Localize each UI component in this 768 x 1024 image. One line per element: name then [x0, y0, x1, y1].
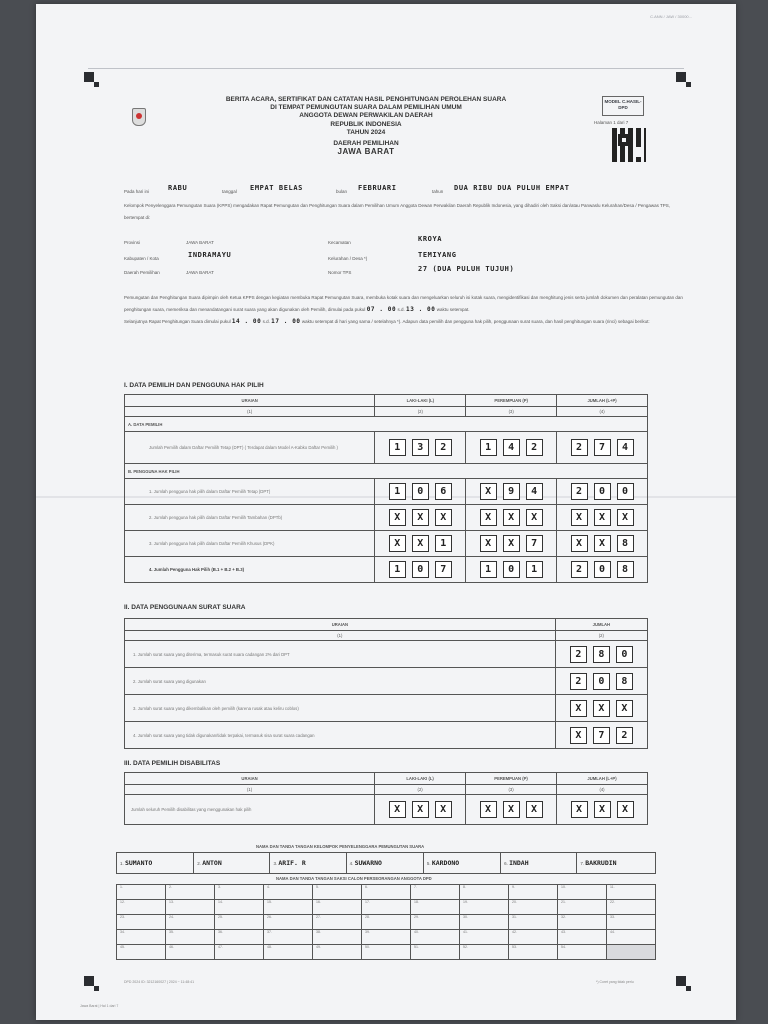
col-number: (1): [125, 631, 556, 641]
provinsi-value: JAWA BARAT: [186, 240, 214, 245]
saksi-signature-cell[interactable]: 51.: [411, 945, 460, 960]
kpps-signature-title: NAMA DAN TANDA TANGAN KELOMPOK PENYELENGGARA PEMUNGUTAN SUARA: [256, 844, 425, 849]
title-line: ANGGOTA DEWAN PERWAKILAN DAERAH: [299, 112, 433, 120]
section-2-table: [124, 618, 648, 749]
saksi-signature-cell[interactable]: 54.: [558, 945, 607, 960]
digit-box[interactable]: 2: [570, 673, 587, 690]
local-time-label: waktu setempat.: [436, 307, 470, 312]
digit-box[interactable]: 8: [616, 673, 633, 690]
digit-box[interactable]: 1: [389, 483, 406, 500]
saksi-signature-cell[interactable]: 26.: [264, 915, 313, 930]
saksi-signature-cell[interactable]: 43.: [558, 930, 607, 945]
digit-box[interactable]: X: [412, 509, 429, 526]
cell-p: [466, 531, 557, 557]
cell-j: [557, 557, 648, 583]
saksi-signature-cell[interactable]: 3.: [215, 885, 264, 900]
digit-box[interactable]: X: [503, 535, 520, 552]
digit-box[interactable]: 0: [594, 483, 611, 500]
signature-cell[interactable]: [346, 853, 423, 874]
saksi-signature-cell[interactable]: [607, 945, 656, 960]
saksi-signature-cell[interactable]: 27.: [313, 915, 362, 930]
saksi-signature-cell[interactable]: 14.: [215, 900, 264, 915]
qr-code: [612, 128, 646, 162]
col-number: (2): [555, 631, 647, 641]
signature-name: KARDONO: [431, 859, 460, 867]
digit-box[interactable]: 8: [593, 646, 610, 663]
digit-box[interactable]: X: [593, 700, 610, 717]
row-label: 3. Jumlah surat suara yang dikembalikan oleh pemilih (karena rusak atau keliru coblos): [125, 695, 556, 722]
cell-p: [466, 557, 557, 583]
digit-box[interactable]: X: [526, 801, 543, 818]
corner-marker-tr: [676, 72, 686, 82]
table-row: [125, 505, 648, 531]
cell-l: [375, 432, 466, 464]
saksi-signature-cell[interactable]: 17.: [362, 900, 411, 915]
col-jumlah: JUMLAH: [555, 619, 647, 631]
title-line: BERITA ACARA, SERTIFIKAT DAN CATATAN HASIL PENGHITUNGAN PEROLEHAN SUARA: [225, 96, 507, 103]
cell-j: [557, 432, 648, 464]
col-uraian: URAIAN: [125, 395, 375, 407]
sd-label: s.d.: [262, 319, 270, 324]
signature-name: ANTON: [202, 859, 222, 867]
page-indicator: Halaman 1 dari 7: [594, 120, 629, 125]
saksi-signature-cell[interactable]: 22.: [607, 900, 656, 915]
saksi-signature-cell[interactable]: 5.: [313, 885, 362, 900]
saksi-signature-cell[interactable]: 45.: [117, 945, 166, 960]
signature-number: 7.: [580, 861, 585, 866]
col-number: (2): [375, 407, 466, 417]
digit-box[interactable]: 1: [480, 561, 497, 578]
digit-box[interactable]: 2: [571, 483, 588, 500]
digit-box[interactable]: X: [435, 801, 452, 818]
section-a-title: A. DATA PEMILIH: [125, 417, 648, 432]
digit-box[interactable]: 0: [616, 646, 633, 663]
saksi-signature-cell[interactable]: 4.: [264, 885, 313, 900]
row-label: 2. Jumlah surat suara yang digunakan: [125, 668, 556, 695]
date-label: tanggal: [222, 189, 237, 194]
cell-p: [466, 505, 557, 531]
saksi-signature-cell[interactable]: 19.: [460, 900, 509, 915]
saksi-signature-cell[interactable]: 13.: [166, 900, 215, 915]
saksi-signature-cell[interactable]: 9.: [509, 885, 558, 900]
section-2-title: II. DATA PENGGUNAAN SURAT SUARA: [124, 604, 246, 611]
table-row: [125, 695, 648, 722]
process-p2: Selanjutnya Rapat Penghitungan Suara dimulai pukul: [124, 319, 231, 324]
signature-cell[interactable]: [270, 853, 346, 874]
cell-l: [375, 505, 466, 531]
digit-box[interactable]: X: [617, 509, 634, 526]
cell-p: [466, 432, 557, 464]
saksi-signature-cell[interactable]: 24.: [166, 915, 215, 930]
digit-box[interactable]: 1: [389, 439, 406, 456]
signature-number: 5.: [426, 861, 431, 866]
cell-l: [375, 557, 466, 583]
signature-cell[interactable]: [423, 853, 500, 874]
digit-box[interactable]: X: [480, 483, 497, 500]
row-label: 3. Jumlah pengguna hak pilih dalam Daftar Pemilih Khusus (DPK): [125, 531, 375, 557]
digit-box[interactable]: 2: [616, 727, 633, 744]
saksi-signature-cell[interactable]: 53.: [509, 945, 558, 960]
digit-box[interactable]: 0: [593, 673, 610, 690]
digit-box[interactable]: X: [389, 801, 406, 818]
signature-name: INDAH: [509, 859, 529, 867]
cell-j: [555, 641, 647, 668]
kecamatan-value: KROYA: [418, 235, 443, 243]
digit-box[interactable]: X: [435, 509, 452, 526]
digit-box[interactable]: 4: [503, 439, 520, 456]
signature-name: SUMANTO: [124, 859, 153, 867]
count-end-time: 17 . 00: [271, 318, 301, 325]
col-number: (4): [557, 407, 648, 417]
digit-box[interactable]: X: [389, 535, 406, 552]
col-number: (4): [557, 785, 648, 795]
signature-cell[interactable]: [117, 853, 194, 874]
tps-value: 27 (DUA PULUH TUJUH): [418, 265, 515, 273]
saksi-signature-cell[interactable]: 37.: [264, 930, 313, 945]
saksi-signature-cell[interactable]: 40.: [411, 930, 460, 945]
col-number: (2): [375, 785, 466, 795]
saksi-signature-cell[interactable]: 10.: [558, 885, 607, 900]
table-row: [125, 531, 648, 557]
daerah-label: Daerah Pemilihan: [124, 270, 160, 275]
digit-box[interactable]: X: [480, 535, 497, 552]
section-1-table: [124, 394, 648, 583]
digit-box[interactable]: 1: [435, 535, 452, 552]
table-row: [125, 479, 648, 505]
col-number: (3): [466, 407, 557, 417]
signature-name: BAKRUDIN: [585, 859, 617, 867]
saksi-signature-cell[interactable]: 35.: [166, 930, 215, 945]
cell-l: [375, 531, 466, 557]
saksi-signature-cell[interactable]: 12.: [117, 900, 166, 915]
cell-j: [555, 695, 647, 722]
digit-box[interactable]: 2: [526, 439, 543, 456]
saksi-signature-cell[interactable]: 8.: [460, 885, 509, 900]
process-text: [124, 292, 684, 328]
document-sheet: [36, 4, 736, 1020]
digit-box[interactable]: 2: [435, 439, 452, 456]
saksi-row: [117, 930, 656, 945]
col-uraian: URAIAN: [125, 773, 375, 785]
digit-box[interactable]: 0: [594, 561, 611, 578]
digit-box[interactable]: 1: [526, 561, 543, 578]
signature-number: 1.: [120, 861, 124, 866]
saksi-signature-cell[interactable]: 31.: [509, 915, 558, 930]
col-laki: LAKI-LAKI (L): [375, 395, 466, 407]
saksi-signature-cell[interactable]: 16.: [313, 900, 362, 915]
sd-label: s.d.: [397, 307, 405, 312]
digit-box[interactable]: 1: [389, 561, 406, 578]
cell-p: [466, 795, 557, 825]
digit-box[interactable]: X: [389, 509, 406, 526]
saksi-signature-table: [116, 884, 656, 960]
start-time: 07 . 00: [366, 306, 397, 313]
row-label: 2. Jumlah pengguna hak pilih dalam Daftar Pemilih Tambahan (DPTb): [125, 505, 375, 531]
kabupaten-value: INDRAMAYU: [188, 251, 232, 259]
col-laki: LAKI-LAKI (L): [375, 773, 466, 785]
saksi-signature-cell[interactable]: 23.: [117, 915, 166, 930]
digit-box[interactable]: 4: [617, 439, 634, 456]
saksi-signature-cell[interactable]: 38.: [313, 930, 362, 945]
saksi-row: [117, 885, 656, 900]
signature-number: 3.: [273, 861, 278, 866]
table-row: [125, 722, 648, 749]
digit-box[interactable]: 7: [526, 535, 543, 552]
year-value: DUA RIBU DUA PULUH EMPAT: [454, 184, 570, 192]
kecamatan-label: Kecamatan: [328, 240, 351, 245]
saksi-signature-cell[interactable]: 28.: [362, 915, 411, 930]
kpu-logo: [132, 108, 146, 126]
section-1-title: I. DATA PEMILIH DAN PENGGUNA HAK PILIH: [124, 382, 264, 389]
title-line: DI TEMPAT PEMUNGUTAN SUARA DALAM PEMILIHAN UMUM: [270, 104, 462, 112]
saksi-signature-cell[interactable]: 11.: [607, 885, 656, 900]
digit-box[interactable]: 2: [570, 646, 587, 663]
process-p1: Pemungutan dan Penghitungan Suara dipimpin oleh Ketua KPPS dengan kegiatan membuka Rapat Pemungutan Suara, membuka kotak suara dan mengeluarkan seluruh isi kotak suara, mengidentifikasi dan menghitung jenis serta jumlah dokumen dan peralatan pemungutan dan penghitungan suara, memeriksa dan menandatangani surat suara yang akan digunakan oleh Pemilih, dimulai pada pukul: [124, 295, 683, 312]
digit-box[interactable]: X: [412, 535, 429, 552]
dpt-label: Jumlah Pemilih dalam Daftar Pemilih Tetap (DPT) ( Terdapat dalam Model A-Kabko Daftar Pemilih ): [125, 432, 375, 464]
saksi-signature-cell[interactable]: 48.: [264, 945, 313, 960]
corner-marker-tl: [84, 72, 94, 82]
signature-number: 4.: [349, 861, 354, 866]
table-row: [125, 557, 648, 583]
signature-cell[interactable]: [194, 853, 270, 874]
digit-box[interactable]: 1: [480, 439, 497, 456]
model-box: MODEL C.HASIL-DPD: [602, 96, 644, 116]
cell-j: [557, 505, 648, 531]
cell-l: [375, 479, 466, 505]
saksi-row: [117, 915, 656, 930]
cell-l: [375, 795, 466, 825]
saksi-signature-cell[interactable]: 44.: [607, 930, 656, 945]
digit-box[interactable]: X: [617, 801, 634, 818]
end-time: 13 . 00: [405, 306, 436, 313]
row-label: 1. Jumlah surat suara yang diterima, termasuk surat suara cadangan 2% dari DPT: [125, 641, 556, 668]
digit-box[interactable]: 2: [571, 561, 588, 578]
digit-box[interactable]: X: [571, 509, 588, 526]
title-line: REPUBLIK INDONESIA: [330, 120, 402, 128]
saksi-signature-cell[interactable]: 46.: [166, 945, 215, 960]
saksi-signature-cell[interactable]: 52.: [460, 945, 509, 960]
col-number: (1): [125, 407, 375, 417]
digit-box[interactable]: 7: [594, 439, 611, 456]
saksi-signature-cell[interactable]: 20.: [509, 900, 558, 915]
signature-number: 6.: [504, 861, 508, 866]
kabupaten-label: Kabupaten / Kota: [124, 256, 159, 261]
saksi-signature-cell[interactable]: 18.: [411, 900, 460, 915]
cell-j: [557, 479, 648, 505]
provinsi-label: Provinsi: [124, 240, 141, 245]
digit-box[interactable]: X: [594, 509, 611, 526]
corner-marker-br: [676, 976, 686, 986]
digit-box[interactable]: X: [570, 727, 587, 744]
region-label: DAERAH PEMILIHAN: [333, 140, 399, 148]
digit-box[interactable]: X: [503, 801, 520, 818]
saksi-signature-cell[interactable]: 25.: [215, 915, 264, 930]
col-perempuan: PEREMPUAN (P): [466, 773, 557, 785]
section-3-title: III. DATA PEMILIH DISABILITAS: [124, 760, 221, 767]
digit-box[interactable]: 0: [617, 483, 634, 500]
saksi-signature-cell[interactable]: 2.: [166, 885, 215, 900]
top-reference: C.ANN / JAW / 30000...: [650, 14, 692, 19]
col-number: (1): [125, 785, 375, 795]
section-b-title: B. PENGGUNA HAK PILIH: [125, 464, 648, 479]
digit-box[interactable]: X: [480, 509, 497, 526]
saksi-signature-cell[interactable]: 6.: [362, 885, 411, 900]
digit-box[interactable]: X: [571, 535, 588, 552]
digit-box[interactable]: 3: [412, 439, 429, 456]
digit-box[interactable]: X: [570, 700, 587, 717]
digit-box[interactable]: X: [526, 509, 543, 526]
intro-text: Kelompok Penyelenggara Pemungutan Suara (KPPS) mengadakan Rapat Pemungutan dan Penghitungan Suara dalam Pemilihan Umum Anggota Dewan Perwakilan Daerah Republik Indonesia, yang dihadiri oleh Saksi dan/atau Panwaslu Kelurahan/Desa / Pengawas TPS, bertempat di:: [124, 203, 671, 220]
month-label: bulan: [336, 189, 348, 194]
digit-box[interactable]: 8: [617, 561, 634, 578]
digit-box[interactable]: 0: [412, 483, 429, 500]
col-uraian: URAIAN: [125, 619, 556, 631]
cell-p: [466, 479, 557, 505]
digit-box[interactable]: 0: [412, 561, 429, 578]
section-3-table: [124, 772, 648, 825]
signature-cell[interactable]: [577, 853, 656, 874]
table-row: [125, 641, 648, 668]
row-label: 1. Jumlah pengguna hak pilih dalam Daftar Pemilih Tetap (DPT): [125, 479, 375, 505]
month-value: FEBRUARI: [358, 184, 397, 192]
col-jumlah: JUMLAH (L+P): [557, 773, 648, 785]
title-line: TAHUN 2024: [346, 128, 386, 136]
digit-box[interactable]: 6: [435, 483, 452, 500]
tps-label: Nomor TPS: [328, 270, 352, 275]
row-label: 4. Jumlah surat suara yang tidak digunakan/tidak terpakai, termasuk sisa surat suara cadangan: [125, 722, 556, 749]
signature-cell[interactable]: [501, 853, 577, 874]
digit-box[interactable]: 9: [503, 483, 520, 500]
saksi-signature-cell[interactable]: 15.: [264, 900, 313, 915]
saksi-signature-cell[interactable]: 32.: [558, 915, 607, 930]
cell-j: [555, 668, 647, 695]
col-jumlah: JUMLAH (L+P): [557, 395, 648, 407]
cell-j: [557, 795, 648, 825]
saksi-signature-cell[interactable]: 47.: [215, 945, 264, 960]
year-label: tahun: [432, 189, 444, 194]
saksi-signature-cell[interactable]: 39.: [362, 930, 411, 945]
saksi-signature-cell[interactable]: 29.: [411, 915, 460, 930]
digit-box[interactable]: 8: [617, 535, 634, 552]
desa-label: Kelurahan / Desa *): [328, 256, 368, 261]
table-row: [125, 432, 648, 464]
table-row: [125, 668, 648, 695]
digit-box[interactable]: X: [412, 801, 429, 818]
saksi-signature-cell[interactable]: 21.: [558, 900, 607, 915]
day-label: Pada hari ini: [124, 189, 150, 194]
process-p2b: waktu setempat di hari yang sama / setelahnya *). Adapun data pemilih dan pengguna hak pilih, penggunaan surat suara, dan hasil penghitungan suara (rinci) sebagai berikut:: [301, 319, 650, 324]
digit-box[interactable]: 0: [503, 561, 520, 578]
row-label: Jumlah seluruh Pemilih disabilitas yang menggunakan hak pilih: [125, 795, 375, 825]
day-value: RABU: [168, 184, 188, 192]
digit-box[interactable]: X: [594, 801, 611, 818]
signature-number: 2.: [197, 861, 202, 866]
top-divider: [88, 68, 684, 69]
saksi-signature-cell[interactable]: 36.: [215, 930, 264, 945]
table-row: [125, 795, 648, 825]
desa-value: TEMIYANG: [418, 251, 457, 259]
kpps-signature-table: [116, 852, 656, 874]
digit-box[interactable]: X: [480, 801, 497, 818]
footer-bottom: Jawa Barat | Hal 1 dari 7: [80, 1004, 119, 1008]
saksi-signature-cell[interactable]: 42.: [509, 930, 558, 945]
signature-name: SUWARNO: [354, 859, 382, 867]
saksi-signature-cell[interactable]: 7.: [411, 885, 460, 900]
saksi-signature-title: NAMA DAN TANDA TANGAN SAKSI CALON PERSEORANGAN ANGGOTA DPD: [276, 876, 432, 881]
footer-note: *) Coret yang tidak perlu: [596, 980, 634, 984]
digit-box[interactable]: 2: [571, 439, 588, 456]
cell-j: [555, 722, 647, 749]
digit-box[interactable]: X: [594, 535, 611, 552]
daerah-value: JAWA BARAT: [186, 270, 214, 275]
corner-marker-bl: [84, 976, 94, 986]
digit-box[interactable]: 7: [435, 561, 452, 578]
region-value: JAWA BARAT: [337, 147, 395, 157]
col-number: (3): [466, 785, 557, 795]
digit-box[interactable]: X: [571, 801, 588, 818]
row-label: 4. Jumlah Pengguna Hak Pilih (B.1 + B.2 + B.3): [125, 557, 375, 583]
digit-box[interactable]: 7: [593, 727, 610, 744]
footer-left: DPD 2024 ID: 3212160027 | 2024 ~ 11:48:41: [124, 980, 195, 984]
digit-box[interactable]: 4: [526, 483, 543, 500]
saksi-signature-cell[interactable]: 30.: [460, 915, 509, 930]
digit-box[interactable]: X: [616, 700, 633, 717]
saksi-signature-cell[interactable]: 1.: [117, 885, 166, 900]
saksi-row: [117, 945, 656, 960]
document-title: [156, 96, 576, 156]
saksi-signature-cell[interactable]: 49.: [313, 945, 362, 960]
saksi-signature-cell[interactable]: 34.: [117, 930, 166, 945]
signature-name: ARIF. R: [278, 859, 306, 867]
saksi-signature-cell[interactable]: 33.: [607, 915, 656, 930]
saksi-signature-cell[interactable]: 50.: [362, 945, 411, 960]
digit-box[interactable]: X: [503, 509, 520, 526]
date-value: EMPAT BELAS: [250, 184, 303, 192]
cell-j: [557, 531, 648, 557]
saksi-row: [117, 900, 656, 915]
count-start-time: 14 . 00: [231, 318, 262, 325]
saksi-signature-cell[interactable]: 41.: [460, 930, 509, 945]
col-perempuan: PEREMPUAN (P): [466, 395, 557, 407]
